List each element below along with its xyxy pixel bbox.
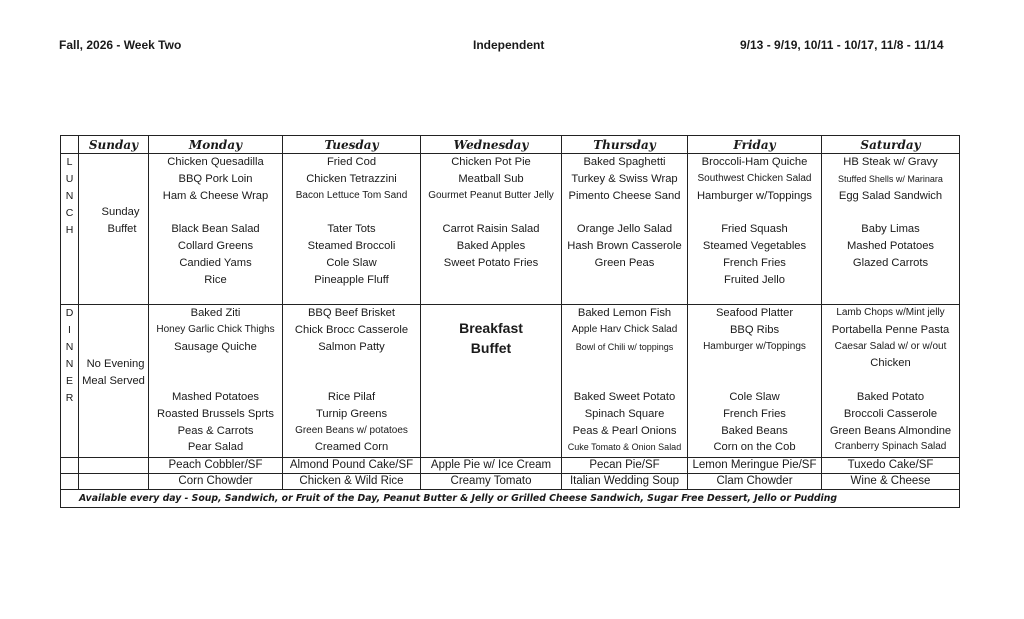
soup-row [61,474,960,490]
lunch-letter: H [65,224,74,236]
dessert-label-cell [61,458,79,474]
menu-item: Carrot Raisin Salad [442,223,540,236]
menu-item: Sausage Quiche [174,340,257,353]
dessert-sunday [79,458,149,474]
menu-week-title: Fall, 2026 - Week Two [59,38,182,52]
menu-item: Collard Greens [177,239,254,252]
dinner-sunday [79,305,149,458]
menu-item: Chicken Pot Pie [451,156,531,168]
menu-item: Bacon Lettuce Tom Sand [295,189,408,201]
dinner-row [61,305,960,458]
menu-item: Chick Brocc Casserole [294,323,409,336]
menu-item: Mashed Potatoes [171,390,260,403]
day-header-saturday: Saturday [822,136,960,154]
day-header-thursday: Thursday [562,136,688,154]
dinner-saturday [822,305,960,458]
day-header-friday: Friday [688,136,822,154]
lunch-sunday-line: Buffet [107,223,137,235]
corner-cell [61,136,79,154]
lunch-sunday-line: Sunday [101,206,140,218]
menu-item: Tater Tots [327,223,376,236]
lunch-label [61,154,79,305]
menu-item: Roasted Brussels Sprts [157,407,274,420]
menu-item: Baked Apples [456,239,526,252]
day-header-sunday: Sunday [79,136,149,154]
menu-item: Fried Cod [326,156,377,168]
lunch-wednesday [421,154,562,305]
menu-item: Candied Yams [179,256,252,269]
menu-item: Green Beans w/ potatoes [295,424,408,436]
menu-item: Sweet Potato Fries [443,256,539,269]
menu-item: Glazed Carrots [852,256,929,269]
menu-item: Pear Salad [187,441,244,454]
available-every-day-note: Available every day - Soup, Sandwich, or Fruit of the Day, Peanut Butter & Jelly or Grilled Cheese Sandwich, Sugar Free Dessert, Jello or Pudding [61,490,960,508]
dinner-monday [149,305,283,458]
soup-wednesday: Creamy Tomato [421,474,562,490]
menu-item: Broccoli-Ham Quiche [701,156,808,168]
soup-monday: Corn Chowder [149,474,283,490]
menu-item: Bowl of Chili w/ toppings [575,341,674,352]
menu-item: Turkey & Swiss Wrap [571,172,678,185]
menu-item: Caesar Salad w/ or w/out [834,340,947,352]
menu-item: Fruited Jello [724,273,785,286]
dinner-thursday [562,305,688,458]
menu-item: Baked Beans [721,424,788,437]
menu-item: Corn on the Cob [713,441,796,454]
lunch-letter: U [65,173,74,185]
menu-item: French Fries [723,256,786,269]
dessert-friday: Lemon Meringue Pie/SF [688,458,822,474]
menu-item: Chicken [870,357,911,370]
menu-item: Chicken Quesadilla [167,156,264,168]
menu-item: Baby Limas [861,223,920,236]
menu-item: BBQ Ribs [729,323,780,336]
menu-item: Salmon Patty [318,340,385,353]
lunch-letter: C [65,207,74,219]
menu-item: Cuke Tomato & Onion Salad [567,442,682,453]
lunch-sunday [79,154,149,305]
menu-item: Lamb Chops w/Mint jelly [836,307,945,318]
dinner-sunday-line: Meal Served [82,375,145,387]
dessert-saturday: Tuxedo Cake/SF [822,458,960,474]
lunch-friday [688,154,822,305]
lunch-letter: N [65,190,74,202]
menu-item: Pineapple Fluff [314,273,389,286]
dessert-thursday: Pecan Pie/SF [562,458,688,474]
menu-item: Gourmet Peanut Butter Jelly [428,189,554,201]
day-header-row [61,136,960,154]
menu-item: Spinach Square [584,407,665,420]
menu-item: Orange Jello Salad [576,223,673,236]
dessert-wednesday: Apple Pie w/ Ice Cream [421,458,562,474]
menu-item: Hamburger w/Toppings [703,340,806,352]
lunch-saturday [822,154,960,305]
dinner-tuesday [283,305,421,458]
menu-item: Green Beans Almondine [829,424,952,437]
menu-item: Egg Salad Sandwich [838,189,943,202]
soup-friday: Clam Chowder [688,474,822,490]
menu-item: Baked Potato [856,390,925,403]
day-header-tuesday: Tuesday [283,136,421,154]
soup-label-cell [61,474,79,490]
dinner-letter: R [65,392,74,404]
menu-item: Steamed Vegetables [702,239,807,252]
dinner-friday [688,305,822,458]
menu-item: Apple Harv Chick Salad [571,323,678,335]
footer-row [61,490,960,508]
menu-item: Ham & Cheese Wrap [162,189,269,202]
menu-item: Meatball Sub [458,172,524,185]
menu-item: Peas & Pearl Onions [572,424,677,437]
dinner-label [61,305,79,458]
menu-item: Southwest Chicken Salad [697,172,812,184]
menu-item: Cole Slaw [729,390,780,403]
menu-item: Turnip Greens [315,407,388,420]
dinner-letter: I [68,324,71,336]
soup-saturday: Wine & Cheese [822,474,960,490]
weekly-menu-table [60,135,960,508]
lunch-monday [149,154,283,305]
dinner-letter: N [65,358,74,370]
menu-item: Mashed Potatoes [846,239,935,252]
menu-item: Honey Garlic Chick Thighs [156,323,275,335]
day-header-wednesday: Wednesday [421,136,562,154]
menu-item: Fried Squash [721,223,788,236]
menu-item: Creamed Corn [314,441,389,454]
menu-item: BBQ Pork Loin [178,172,253,185]
menu-item: Cranberry Spinach Salad [834,441,947,453]
dessert-tuesday: Almond Pound Cake/SF [283,458,421,474]
community-name: Independent [473,38,545,52]
soup-thursday: Italian Wedding Soup [562,474,688,490]
dinner-wednesday [421,305,562,458]
date-ranges: 9/13 - 9/19, 10/11 - 10/17, 11/8 - 11/14 [740,38,944,52]
menu-item: Black Bean Salad [171,223,260,236]
dinner-letter: D [65,307,74,319]
menu-item: Pimento Cheese Sand [568,189,681,202]
lunch-row [61,154,960,305]
menu-item: Baked Spaghetti [583,156,666,168]
breakfast-buffet-line: Breakfast [459,320,523,336]
day-header-monday: Monday [149,136,283,154]
menu-item: Green Peas [594,256,655,269]
menu-item: Chicken Tetrazzini [306,172,397,185]
menu-item: French Fries [723,407,786,420]
menu-item: Baked Ziti [190,307,241,319]
soup-sunday [79,474,149,490]
menu-item: HB Steak w/ Gravy [843,156,938,168]
dessert-monday: Peach Cobbler/SF [149,458,283,474]
dinner-letter: N [65,341,74,353]
menu-item: Rice Pilaf [327,390,376,403]
dessert-row [61,458,960,474]
menu-item: Peas & Carrots [177,424,254,437]
menu-item: Cole Slaw [326,256,377,269]
lunch-thursday [562,154,688,305]
soup-tuesday: Chicken & Wild Rice [283,474,421,490]
menu-item: BBQ Beef Brisket [307,307,396,319]
menu-item: Rice [204,273,227,286]
dinner-letter: E [65,375,73,387]
menu-item: Broccoli Casserole [843,407,938,420]
menu-item: Steamed Broccoli [307,239,396,252]
menu-item: Seafood Platter [715,307,794,319]
breakfast-buffet-line: Buffet [470,340,512,356]
menu-item: Baked Sweet Potato [573,390,676,403]
menu-item: Hash Brown Casserole [567,239,682,252]
menu-item: Stuffed Shells w/ Marinara [838,173,943,184]
lunch-tuesday [283,154,421,305]
lunch-letter: L [66,156,73,168]
menu-item: Baked Lemon Fish [577,307,672,319]
menu-item: Portabella Penne Pasta [831,323,950,336]
dinner-sunday-line: No Evening [86,358,145,370]
menu-item: Hamburger w/Toppings [696,189,813,202]
